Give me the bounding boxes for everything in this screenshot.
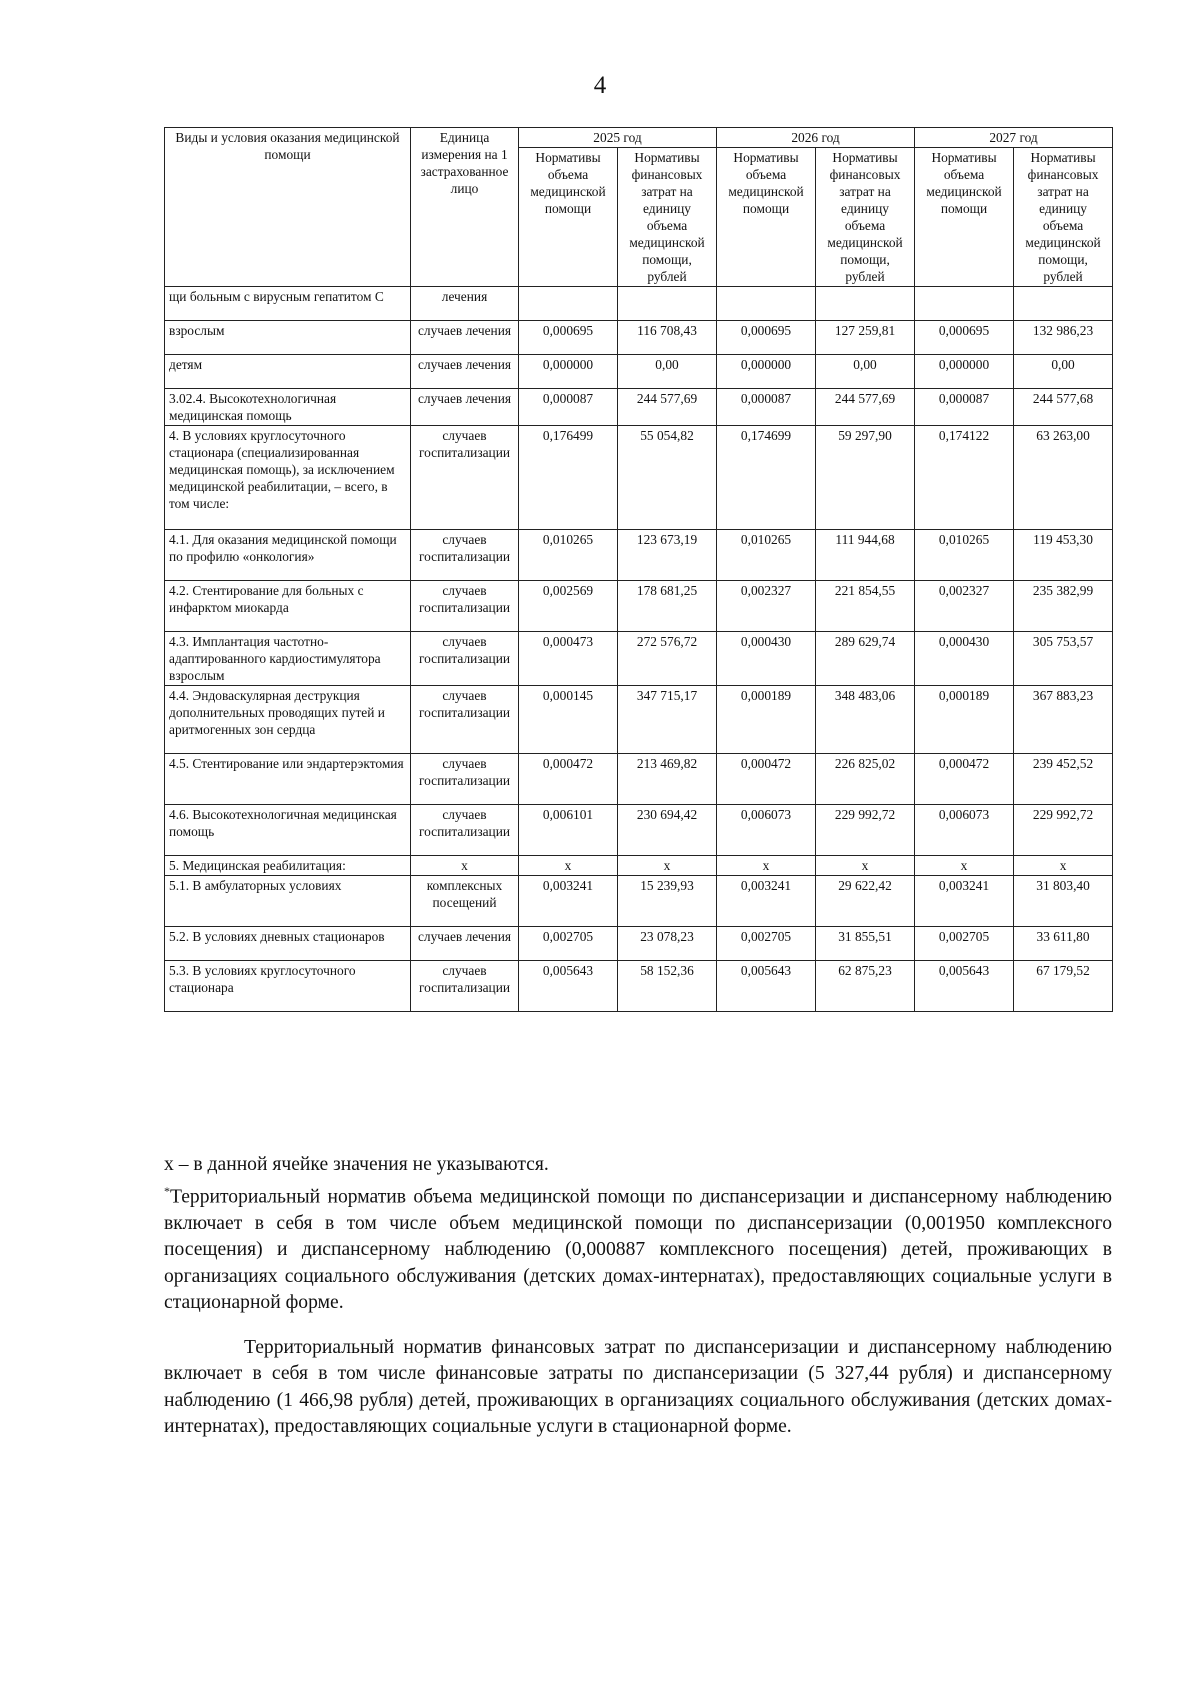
cell-cost: 0,00 [1014,355,1113,389]
cell-cost: х [618,856,717,876]
cell-cost: 127 259,81 [816,321,915,355]
cell-cost: 15 239,93 [618,876,717,927]
cell-volume: 0,174122 [915,426,1014,530]
cell-kind: 3.02.4. Высокотехнологичная медицинская помощь [165,389,411,426]
cell-unit: случаев госпитализации [411,961,519,1012]
cell-volume: 0,002569 [519,581,618,632]
cell-kind: 4.6. Высокотехнологичная медицинская помощь [165,805,411,856]
table-row [165,754,1113,805]
cell-volume: 0,002705 [717,927,816,961]
cell-cost: 348 483,06 [816,686,915,754]
cell-volume: 0,000473 [519,632,618,686]
cell-unit: комплексных посещений [411,876,519,927]
cell-unit: х [411,856,519,876]
cell-kind: 5. Медицинская реабилитация: [165,856,411,876]
cell-cost: 226 825,02 [816,754,915,805]
table-row [165,927,1113,961]
cell-cost: 239 452,52 [1014,754,1113,805]
cell-unit: случаев лечения [411,389,519,426]
cell-cost: 347 715,17 [618,686,717,754]
cell-volume: 0,003241 [915,876,1014,927]
table-row [165,686,1113,754]
subheader-volume: Нормативы объема медицинской помощи [717,148,816,287]
cell-unit: случаев госпитализации [411,754,519,805]
cell-cost: 67 179,52 [1014,961,1113,1012]
page-number: 4 [593,72,607,99]
cell-cost: 230 694,42 [618,805,717,856]
cell-volume: 0,002705 [519,927,618,961]
cell-cost: 33 611,80 [1014,927,1113,961]
cell-cost: 123 673,19 [618,530,717,581]
cell-kind: щи больным с вирусным гепатитом С [165,287,411,321]
table-row [165,355,1113,389]
note-star [164,1178,1112,1317]
cell-cost [816,287,915,321]
subheader-volume: Нормативы объема медицинской помощи [915,148,1014,287]
header-kind: Виды и условия оказания медицинской помощи [165,128,411,287]
cell-unit: случаев лечения [411,355,519,389]
cell-kind: детям [165,355,411,389]
cell-volume: 0,000145 [519,686,618,754]
cell-cost: х [816,856,915,876]
cell-kind: 5.3. В условиях круглосуточного стационара [165,961,411,1012]
cell-kind: 4.1. Для оказания медицинской помощи по профилю «онкология» [165,530,411,581]
cell-unit: случаев госпитализации [411,581,519,632]
subheader-cost: Нормативы финансовых затрат на единицу объема медицинской помощи, рублей [1014,148,1113,287]
table-row [165,389,1113,426]
cell-unit: случаев госпитализации [411,805,519,856]
cell-cost: 31 803,40 [1014,876,1113,927]
note-x [164,1152,1112,1178]
cell-volume: 0,010265 [519,530,618,581]
cell-volume: 0,002327 [915,581,1014,632]
cell-unit: лечения [411,287,519,321]
table-row [165,287,1113,321]
header-unit: Единица измерения на 1 застрахованное лицо [411,128,519,287]
cell-volume: 0,000472 [915,754,1014,805]
header-year-2027: 2027 год [915,128,1113,148]
cell-volume: 0,174699 [717,426,816,530]
cell-cost: 213 469,82 [618,754,717,805]
cell-volume: 0,003241 [717,876,816,927]
cell-cost: 0,00 [618,355,717,389]
table-row [165,876,1113,927]
cell-cost: 0,00 [816,355,915,389]
cell-volume: х [519,856,618,876]
cell-cost: 272 576,72 [618,632,717,686]
cell-volume: 0,006073 [915,805,1014,856]
cell-cost: 55 054,82 [618,426,717,530]
cell-unit: случаев госпитализации [411,426,519,530]
cell-cost: 229 992,72 [816,805,915,856]
subheader-cost: Нормативы финансовых затрат на единицу объема медицинской помощи, рублей [618,148,717,287]
cell-cost: 23 078,23 [618,927,717,961]
cell-volume: х [717,856,816,876]
cell-cost: 59 297,90 [816,426,915,530]
cell-cost: 244 577,68 [1014,389,1113,426]
cell-volume: 0,006073 [717,805,816,856]
cell-volume: 0,000087 [519,389,618,426]
table-body [165,287,1113,1012]
cell-volume: 0,000000 [519,355,618,389]
norms-table [164,127,1113,1012]
cell-volume: 0,010265 [915,530,1014,581]
cell-cost: 305 753,57 [1014,632,1113,686]
cell-volume: 0,000000 [915,355,1014,389]
cell-volume: 0,003241 [519,876,618,927]
cell-kind: 4.5. Стентирование или эндартерэктомия [165,754,411,805]
subheader-volume: Нормативы объема медицинской помощи [519,148,618,287]
table-header-row [165,128,1113,148]
footnote-star: * [164,1184,170,1198]
cell-volume: 0,000087 [915,389,1014,426]
cell-cost: 29 622,42 [816,876,915,927]
cell-cost: 367 883,23 [1014,686,1113,754]
cell-volume: 0,010265 [717,530,816,581]
note-financial [164,1335,1112,1441]
cell-cost: 244 577,69 [618,389,717,426]
cell-cost: х [1014,856,1113,876]
cell-volume: 0,000695 [717,321,816,355]
cell-cost: 235 382,99 [1014,581,1113,632]
cell-volume: 0,006101 [519,805,618,856]
cell-volume: 0,005643 [519,961,618,1012]
cell-kind: 4. В условиях круглосуточного стационара (специализированная медицинская помощь), за исключением медицинской реабилитации, – всего, в том числе: [165,426,411,530]
cell-cost: 132 986,23 [1014,321,1113,355]
table-row [165,856,1113,876]
cell-cost: 119 453,30 [1014,530,1113,581]
cell-kind: 5.2. В условиях дневных стационаров [165,927,411,961]
cell-volume [519,287,618,321]
cell-unit: случаев госпитализации [411,686,519,754]
cell-kind: 4.3. Имплантация частотно-адаптированного кардиостимулятора взрослым [165,632,411,686]
cell-cost: 111 944,68 [816,530,915,581]
cell-volume: 0,000000 [717,355,816,389]
cell-kind: 4.4. Эндоваскулярная деструкция дополнительных проводящих путей и аритмогенных зон сердца [165,686,411,754]
cell-volume: 0,176499 [519,426,618,530]
cell-cost [1014,287,1113,321]
cell-cost: 62 875,23 [816,961,915,1012]
table-row [165,632,1113,686]
cell-kind: взрослым [165,321,411,355]
cell-cost: 178 681,25 [618,581,717,632]
cell-volume: 0,005643 [717,961,816,1012]
cell-volume: 0,005643 [915,961,1014,1012]
cell-cost: 221 854,55 [816,581,915,632]
cell-volume [915,287,1014,321]
cell-unit: случаев лечения [411,927,519,961]
cell-cost: 31 855,51 [816,927,915,961]
cell-volume: 0,000472 [519,754,618,805]
cell-kind: 5.1. В амбулаторных условиях [165,876,411,927]
cell-volume: 0,002705 [915,927,1014,961]
cell-cost: 63 263,00 [1014,426,1113,530]
cell-volume: 0,000695 [915,321,1014,355]
header-year-2026: 2026 год [717,128,915,148]
cell-volume: 0,000430 [717,632,816,686]
cell-volume: 0,000087 [717,389,816,426]
cell-unit: случаев госпитализации [411,530,519,581]
cell-cost [618,287,717,321]
cell-volume: 0,000189 [915,686,1014,754]
cell-volume: 0,000472 [717,754,816,805]
table-row [165,581,1113,632]
cell-cost: 229 992,72 [1014,805,1113,856]
cell-volume: 0,000430 [915,632,1014,686]
table-row [165,530,1113,581]
cell-volume: 0,000695 [519,321,618,355]
note-financial-text: Территориальный норматив финансовых затрат по диспансеризации и диспансерному наблюдению включает в себя в том числе финансовые затраты по диспансеризации (5 327,44 рубля) и диспансерному наблюдению (1 466,98 рубля) детей, проживающих в организациях социального обслуживания (детских домах-интернатах), предоставляющих социальные услуги в стационарной форме. [164,1337,1112,1438]
table-row [165,961,1113,1012]
note-x-text: х – в данной ячейке значения не указываются. [164,1154,549,1175]
header-year-2025: 2025 год [519,128,717,148]
cell-cost: 116 708,43 [618,321,717,355]
cell-volume [717,287,816,321]
cell-cost: 289 629,74 [816,632,915,686]
note-star-text: Территориальный норматив объема медицинской помощи по диспансеризации и диспансерному наблюдению включает в себя в том числе объем медицинской помощи по диспансеризации (0,001950 комплексного посещения) и диспансерному наблюдению (0,000887 комплексного посещения) детей, проживающих в организациях социального обслуживания (детских домах-интернатах), предоставляющих социальные услуги в стационарной форме. [164,1186,1112,1314]
cell-unit: случаев лечения [411,321,519,355]
table-row [165,321,1113,355]
cell-kind: 4.2. Стентирование для больных с инфарктом миокарда [165,581,411,632]
table-row [165,805,1113,856]
cell-volume: 0,000189 [717,686,816,754]
subheader-cost: Нормативы финансовых затрат на единицу объема медицинской помощи, рублей [816,148,915,287]
table-row [165,426,1113,530]
cell-cost: 58 152,36 [618,961,717,1012]
cell-volume: х [915,856,1014,876]
cell-volume: 0,002327 [717,581,816,632]
cell-unit: случаев госпитализации [411,632,519,686]
cell-cost: 244 577,69 [816,389,915,426]
